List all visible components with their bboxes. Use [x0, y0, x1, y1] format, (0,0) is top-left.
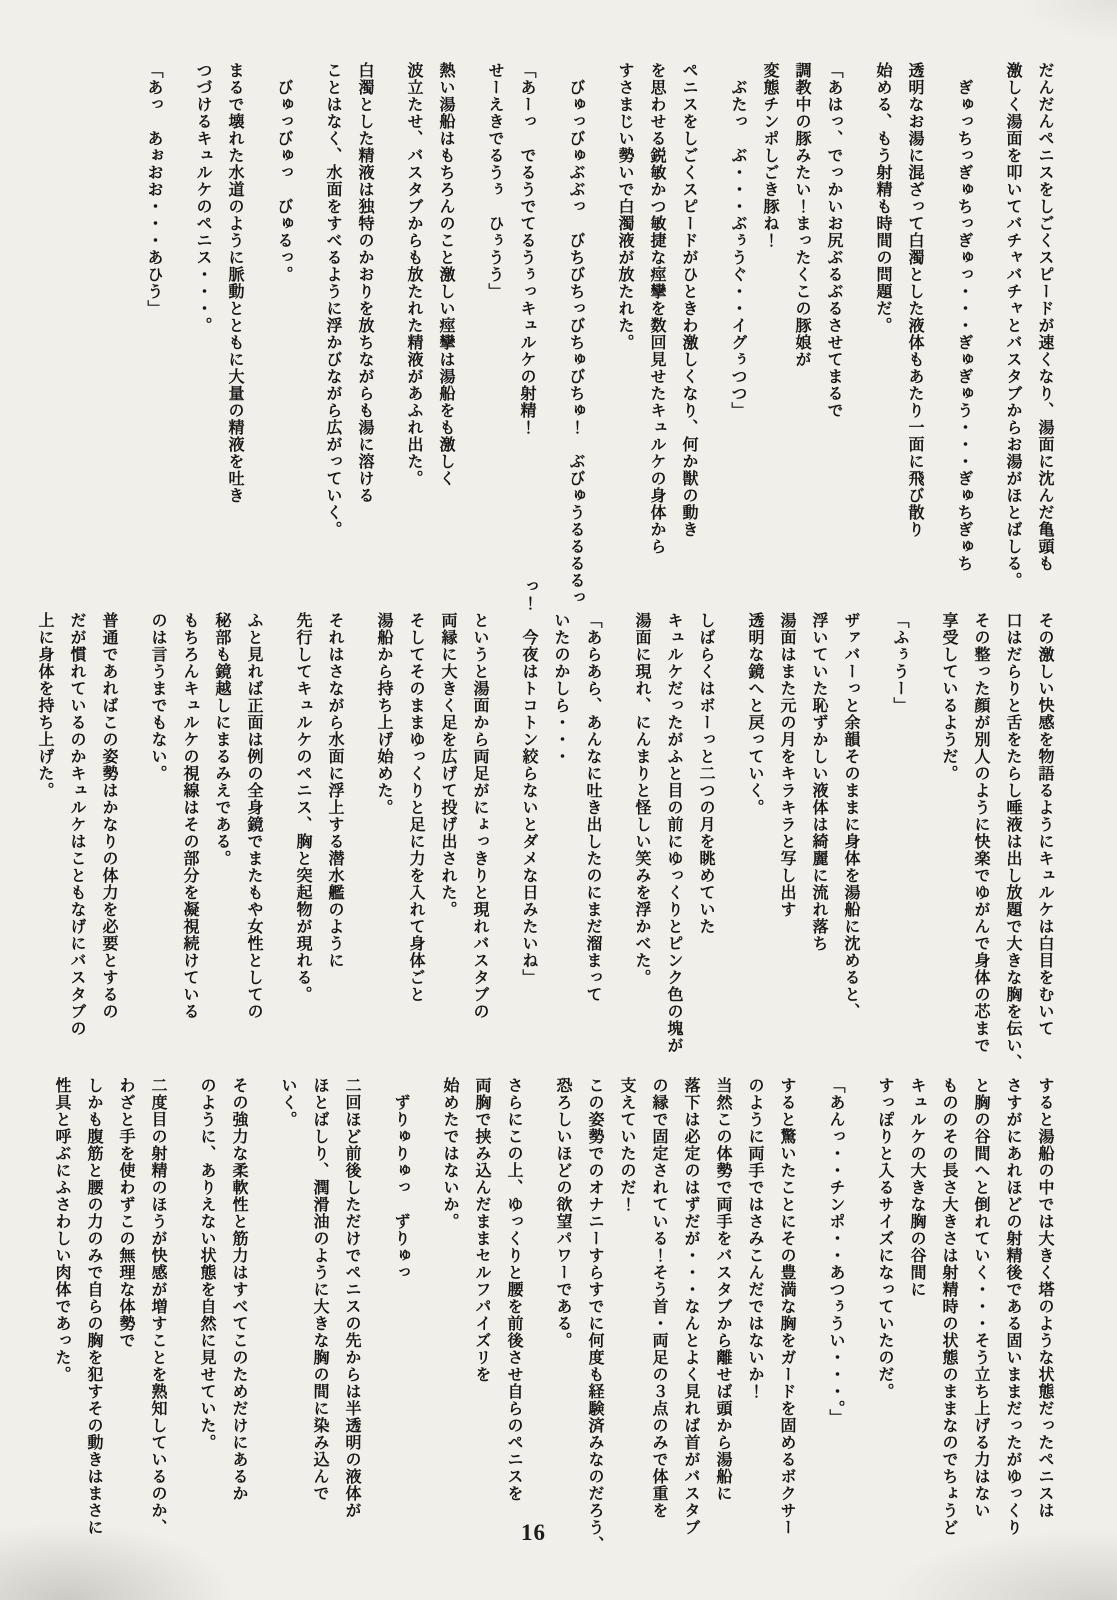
text-line: 波立たせ、バスタブからも放たれた精液があふれ出た。 — [405, 62, 422, 487]
line-gap — [542, 62, 559, 662]
text-line: すると驚いたことにその豊満な胸をガードを固めるボクサー — [778, 1077, 795, 1536]
line-gap — [591, 62, 608, 662]
text-line: 激しく湯面を叩いてバチャバチャとバスタブからお湯がほとばしる。 — [1004, 62, 1021, 589]
text-line: ことはなく、水面をすべるように浮かびながら広がっていく。 — [324, 62, 341, 538]
text-line: っ！ 今夜はトコトン絞らないとダメな日みたいね」 — [520, 578, 537, 986]
text-line: 両縁に大きく足を広げて投げ出された。 — [439, 612, 456, 918]
line-gap — [124, 612, 141, 1132]
text-block-top — [137, 62, 1060, 662]
text-line: のは言うまでもない。 — [149, 612, 166, 782]
text-line: もちろんキュルケの視線はその部分を凝視続けている — [181, 612, 198, 1020]
text-line: 「あはっ、でっかいお尻ぶるぶるさせてまるで — [825, 62, 842, 419]
text-line: ほとばしり、潤滑油のように大きな胸の間に染み込んで — [311, 1077, 328, 1502]
text-line: もののその長さ大きさは射精時の状態のままなのでちょうど — [940, 1077, 957, 1536]
text-line: 変態チンポしごき豚ね！ — [761, 62, 778, 249]
text-line: 始めたではないか。 — [441, 1077, 458, 1230]
text-line: それはさながら水面に浮上する潜水艦のように — [326, 612, 343, 969]
text-line: 普通であればこの姿勢はかなりの体力を必要とするの — [100, 612, 117, 1020]
text-line: キュルケの大きな胸の谷間に — [908, 1077, 925, 1298]
text-line: さすがにあれほどの射精後である固いままだったがゆっくり — [1004, 1077, 1021, 1536]
text-line: しばらくはボーっと二つの月を眺めていた — [697, 612, 714, 935]
text-line: 湯船から持ち上げ始めた。 — [375, 612, 392, 816]
line-gap — [608, 612, 625, 1132]
text-line: 熱い湯船はもちろんのこと激しい痙攣は湯船をも激しく — [437, 62, 454, 487]
text-line: いく。 — [279, 1077, 296, 1128]
text-block-bottom — [45, 1077, 1060, 1597]
text-line: ふと見れば正面は例の全身鏡でまたもや女性としての — [245, 612, 262, 1020]
text-line: しかも腹筋と腰の力のみで自らの胸を犯すその動きはまさに — [85, 1077, 102, 1536]
text-line: 透明なお湯に混ざって白濁とした液体もあたり一面に飛び散り — [906, 62, 923, 538]
text-line: 白濁とした精液は独特のかおりを放ちながらも湯に溶ける — [356, 62, 373, 504]
text-line: ぶたっ ぶ・・・ぶぅうぐ・・イグぅつつ」 — [729, 62, 746, 419]
text-line: まるで壊れた水道のように脈動とともに大量の精液を吐き — [226, 62, 243, 504]
text-line: というと湯面から両足がにょっきりと現れバスタブの — [471, 612, 488, 1020]
text-line: 「あんっ・・チンポ・・あつぅうい・・・。」 — [827, 1077, 844, 1426]
text-line: 浮いていた恥ずかしい液体は綺麗に流れ落ち — [810, 612, 827, 952]
line-gap — [979, 62, 996, 662]
text-line: のように、ありえない状態を自然に見せていた。 — [198, 1077, 215, 1451]
text-line: を思わせる鋭敏かつ敏捷な痙攣を数回見せたキュルケの身体から — [648, 62, 665, 555]
line-gap — [250, 62, 267, 662]
text-line: のように両手ではさみこんだではないか！ — [746, 1077, 763, 1400]
page-number: 16 — [521, 1520, 546, 1545]
line-gap — [299, 62, 316, 662]
line-gap — [173, 1077, 190, 1597]
text-line: いたのかしら・・・ — [552, 612, 569, 765]
text-line: そしてそのままゆっくりと足に力を入れて身体ごと — [407, 612, 424, 1003]
text-line: 性具と呼ぶにふさわしい肉体であった。 — [53, 1077, 70, 1383]
text-line: 「あーっ でるうでてるうぅっキュルケの射精！ — [518, 62, 535, 436]
line-gap — [367, 1077, 384, 1597]
text-line: 調教中の豚みたい！まったくこの豚娘が — [793, 62, 810, 368]
text-line: 先行してキュルケのペニス、胸と突起物が現れる。 — [294, 612, 311, 1003]
line-gap — [851, 1077, 868, 1597]
text-line: つづけるキュルケのペニス・・・。 — [194, 62, 211, 334]
text-line: 「あらあら、あんなに吐き出したのにまだ溜まって — [584, 612, 601, 1003]
text-line: 当然この体勢で両手をバスタブから離せば頭から湯船に — [714, 1077, 731, 1502]
text-line: すると湯船の中では大きく塔のような状態だったペニスは — [1036, 1077, 1053, 1519]
line-gap — [416, 1077, 433, 1597]
text-line: 二度目の射精のほうが快感が増すことを熟知しているのか、 — [149, 1077, 166, 1536]
text-line: 始める、もう射精も時間の問題だ。 — [874, 62, 891, 334]
text-line: ずりゅりゅっ ずりゅっ — [392, 1077, 409, 1281]
line-gap — [529, 1077, 546, 1597]
line-gap — [350, 612, 367, 1132]
line-gap — [866, 612, 883, 1132]
text-line: びゅっびゅっ びゅるっ。 — [275, 62, 292, 283]
text-line: その強力な柔軟性と筋力はすべてこのためだけにあるか — [230, 1077, 247, 1502]
text-line: だが慣れているのかキュルケはこともなげにバスタブの — [68, 612, 85, 1037]
text-line: 支えていたのだ！ — [618, 1077, 635, 1213]
text-line: 恐ろしいほどの欲望パワーである。 — [554, 1077, 571, 1349]
line-gap — [930, 62, 947, 662]
text-line: すっぽりと入るサイズになっていたのだ。 — [876, 1077, 893, 1400]
line-gap — [269, 612, 286, 1132]
text-block-middle — [28, 578, 1060, 1132]
text-line: だんだんペニスをしごくスピードが速くなり、湯面に沈んだ亀頭も — [1036, 62, 1053, 572]
text-line: の縁で固定されている！そう首・両足の３点のみで体重を — [650, 1077, 667, 1519]
text-line: ぎゅっちっぎゅちっぎゅっ・・・ぎゅぎゅう・・・ぎゅちぎゅち — [955, 62, 972, 572]
line-gap — [802, 1077, 819, 1597]
text-line: ペニスをしごくスピードがひときわ激しくなり、何か獣の動き — [680, 62, 697, 538]
text-line: 両胸で挟み込んだままセルフパイズリを — [473, 1077, 490, 1383]
text-line: ザァバーっと余韻そのままに身体を湯船に沈めると、 — [842, 612, 859, 1020]
text-line: 「あっ あぉおお・・・あひう」 — [145, 62, 162, 317]
text-line: 享受しているようだ。 — [940, 612, 957, 782]
line-gap — [704, 62, 721, 662]
text-line: 二回ほど前後しただけでペニスの先からは半透明の液体が — [343, 1077, 360, 1519]
text-line: この姿勢でのオナニーすらすでに何度も経験済みなのだろう、 — [586, 1077, 603, 1553]
line-gap — [254, 1077, 271, 1597]
text-line: 湯面はまた元の月をキラキラと写し出す — [778, 612, 795, 918]
text-line: その激しい快感を物語るようにキュルケは白目をむいて — [1036, 612, 1053, 1037]
text-line: すさまじい勢いで白濁液が放たれた。 — [616, 62, 633, 351]
text-line: キュルケだったがふと目の前にゆっくりとピンク色の塊が — [665, 612, 682, 1054]
line-gap — [461, 62, 478, 662]
text-line: 湯面に現れ、にんまりと怪しい笑みを浮かべた。 — [633, 612, 650, 986]
text-line: 口はだらりと舌をたらし唾液は出し放題で大きな胸を伝い、 — [1004, 612, 1021, 1071]
line-gap — [721, 612, 738, 1132]
text-line: 秘部も鏡越しにまるみえである。 — [213, 612, 230, 867]
text-line: その整った顔が別人のように快楽でゆがんで身体の芯まで — [972, 612, 989, 1054]
text-line: 上に身体を持ち上げた。 — [36, 612, 53, 799]
text-line: 透明な鏡へと戻っていく。 — [746, 612, 763, 816]
line-gap — [495, 612, 512, 1132]
text-line: 落下は必定のはずだが・・・なんとよく見れば首がバスタブ — [682, 1077, 699, 1536]
text-line: と胸の谷間へと倒れていく・・・そう立ち上げる力はない — [972, 1077, 989, 1519]
text-line: せーえきでるうぅ ひぅうう」 — [486, 62, 503, 300]
text-line: わざと手を使わずこの無理な体勢で — [117, 1077, 134, 1349]
line-gap — [169, 62, 186, 662]
line-gap — [380, 62, 397, 662]
text-line: さらにこの上、ゆっくりと腰を前後させ自らのペニスを — [505, 1077, 522, 1502]
line-gap — [915, 612, 932, 1132]
text-line: びゅっびゅぶぶっ びちびちっびちゅびちゅ！ ぶびゅうるるるるっ — [567, 62, 584, 606]
line-gap — [849, 62, 866, 662]
text-line: 「ふぅうー」 — [891, 612, 908, 714]
